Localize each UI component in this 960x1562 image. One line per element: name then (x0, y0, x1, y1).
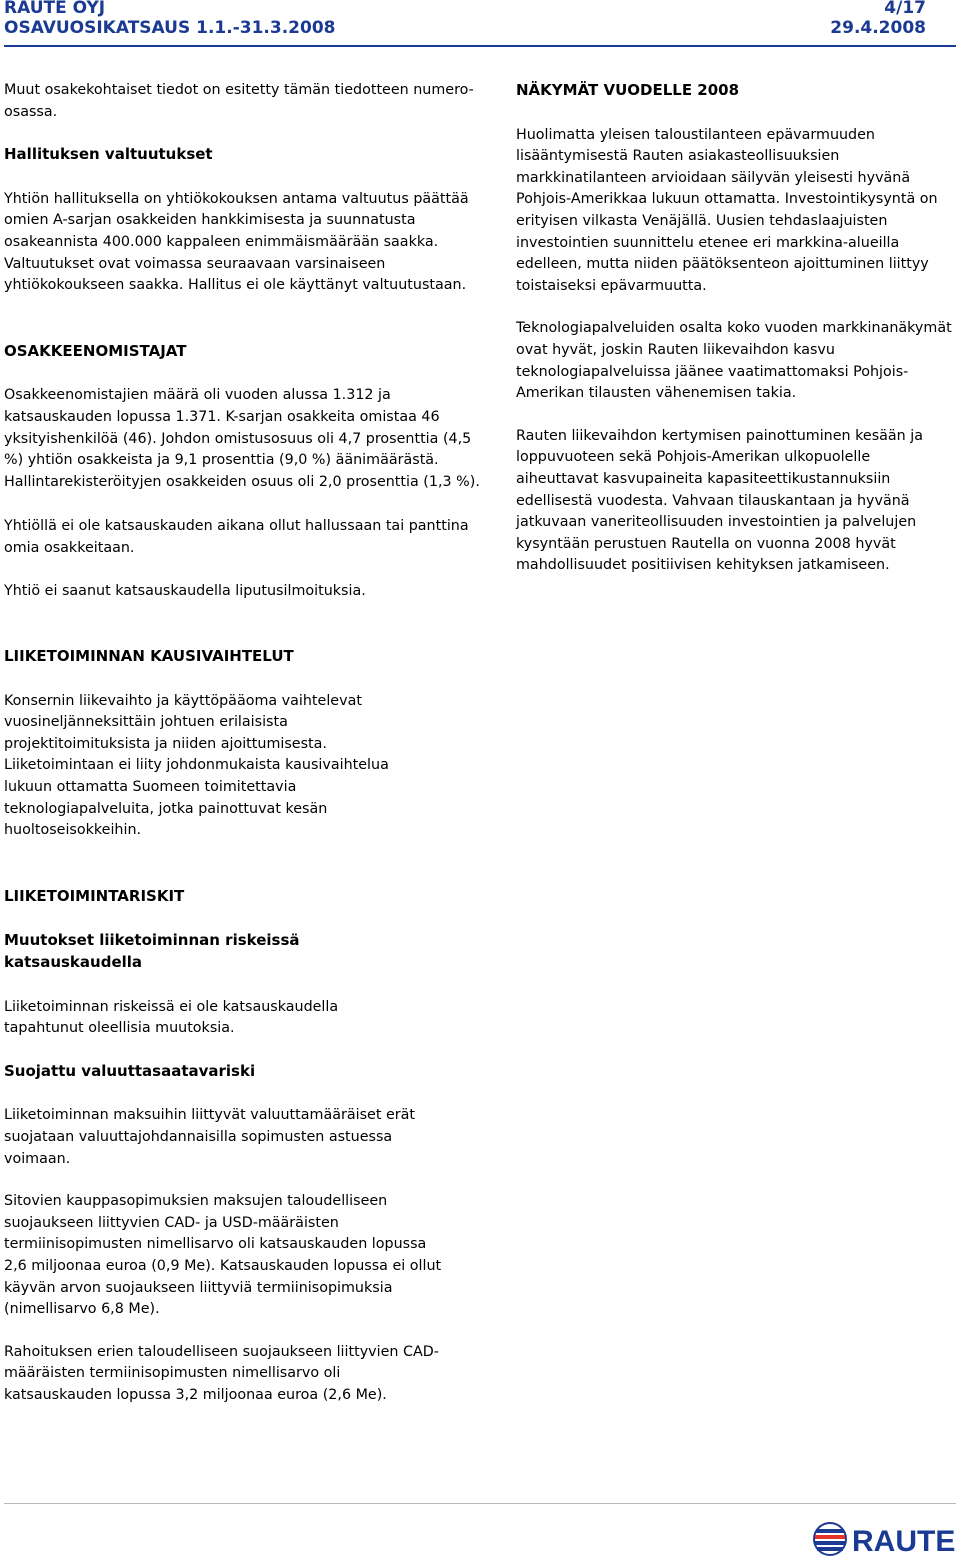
paragraph: Sitovien kauppasopimuksien maksujen taloudelliseen suojaukseen liittyvien CAD- ja USD-määräisten termiinisopimusten nimellisarvo oli katsauskauden lopussa 2,6 miljoonaa euroa (0,9 Me). Katsauskauden lopussa ei ollut käyvän arvon suojaukseen liittyviä termiinisopimuksia (nimellisarvo 6,8 Me). (4, 1193, 442, 1318)
section-heading: OSAKKEENOMISTAJAT (4, 341, 187, 360)
paragraph: Yhtiöllä ei ole katsauskauden aikana ollut hallussaan tai panttina omia osakkeitaan. (4, 518, 469, 556)
left-column (4, 80, 494, 1407)
logo-wordmark: RAUTE (852, 1525, 956, 1558)
section-heading: LIIKETOIMINTARISKIT (4, 886, 185, 905)
company-name: RAUTE OYJ (4, 0, 106, 18)
section-heading: NÄKYMÄT VUODELLE 2008 (516, 81, 740, 99)
paragraph: Muut osakekohtaiset tiedot on esitetty tämän tiedotteen numero-osassa. (4, 82, 474, 120)
report-date: 29.4.2008 (830, 18, 926, 38)
paragraph: Konsernin liikevaihto ja käyttöpääoma vaihtelevat vuosineljänneksittäin johtuen erilaisista projektitoimituksista ja niiden ajoittumisesta. Liiketoimintaan ei liity johdonmukaista kausivaihtelua lukuun ottamatta Suomeen toimitettavia teknologiapalveluita, jotka painottuvat kesän huoltoseisokkeihin. (4, 692, 389, 839)
subsection-heading: Muutokset liiketoiminnan riskeissä katsauskaudella (4, 931, 300, 972)
right-column (516, 80, 956, 577)
section-heading: Hallituksen valtuutukset (4, 145, 213, 164)
paragraph: Liiketoiminnan maksuihin liittyvät valuuttamääräiset erät suojataan valuuttajohdannaisilla sopimusten astuessa voimaan. (4, 1107, 416, 1167)
logo-globe-icon (814, 1523, 846, 1555)
paragraph: Osakkeenomistajien määrä oli vuoden alussa 1.312 ja katsauskauden lopussa 1.371. K-sarjan osakkeita omistaa 46 yksityishenkilöä (46). Johdon omistusosuus oli 4,7 prosenttia (4,5 %) yhtiön osakkeista ja 9,1 prosenttia (9,0 %) äänimäärästä. Hallintarekisteröityjen osakkeiden osuus oli 2,0 prosenttia (1,3 %). (4, 387, 480, 490)
paragraph: Yhtiön hallituksella on yhtiökokouksen antama valtuutus päättää omien A-sarjan osakkeiden hankkimisesta ja suunnatusta osakeannista 400.000 kappaleen enimmäismäärään saakka. Valtuutukset ovat voimassa seuraavaan varsinaiseen yhtiökokoukseen saakka. Hallitus ei ole käyttänyt valtuutustaan. (4, 190, 469, 294)
footer-rule (4, 1503, 956, 1504)
paragraph: Huolimatta yleisen taloustilanteen epävarmuuden lisääntymisestä Rauten asiakasteollisuuksien markkinatilanteen arvioidaan säilyvän yleisesti hyvänä Pohjois-Amerikkaa lukuun ottamatta. Investointikysyntä on erityisen vilkasta Venäjällä. Uusien tehdaslaajuisten investointien suunnittelu etenee eri markkina-alueilla edelleen, mutta niiden päätöksenteon ajoittuminen liittyy toistaiseksi epävarmuutta. (516, 126, 938, 294)
paragraph: Yhtiö ei saanut katsauskaudella liputusilmoituksia. (4, 582, 366, 599)
header-rule (4, 45, 956, 47)
subsection-heading: Suojattu valuuttasaatavariski (4, 1061, 256, 1080)
page-number: 4/17 (884, 0, 926, 18)
paragraph: Rauten liikevaihdon kertymisen painottuminen kesään ja loppuvuoteen sekä Pohjois-Amerikan ulkopuolelle aiheuttavat kasvupaineita kapasiteettikustannuksiin edellisestä vuodesta. Vahvaan tilauskantaan ja hyvänä jatkuvaan vaneriteollisuuden investointien ja palvelujen kysyntään perustuen Rautella on vuonna 2008 hyvät mahdollisuudet positiivisen kehityksen jatkamiseen. (516, 427, 923, 574)
paragraph: Teknologiapalveluiden osalta koko vuoden markkinanäkymät ovat hyvät, joskin Rauten liikevaihdon kasvu teknologiapalveluissa jäänee vaatimattomaksi Pohjois-Amerikan tilausten vähenemisen takia. (516, 320, 952, 402)
paragraph: Liiketoiminnan riskeissä ei ole katsauskaudella tapahtunut oleellisia muutoksia. (4, 998, 339, 1037)
paragraph: Rahoituksen erien taloudelliseen suojaukseen liittyvien CAD-määräisten termiinisopimusten nimellisarvo oli katsauskauden lopussa 3,2 miljoonaa euroa (2,6 Me). (4, 1343, 439, 1403)
report-title: OSAVUOSIKATSAUS 1.1.-31.3.2008 (4, 18, 336, 38)
section-heading: LIIKETOIMINNAN KAUSIVAIHTELUT (4, 647, 294, 666)
raute-logo (812, 1520, 958, 1558)
